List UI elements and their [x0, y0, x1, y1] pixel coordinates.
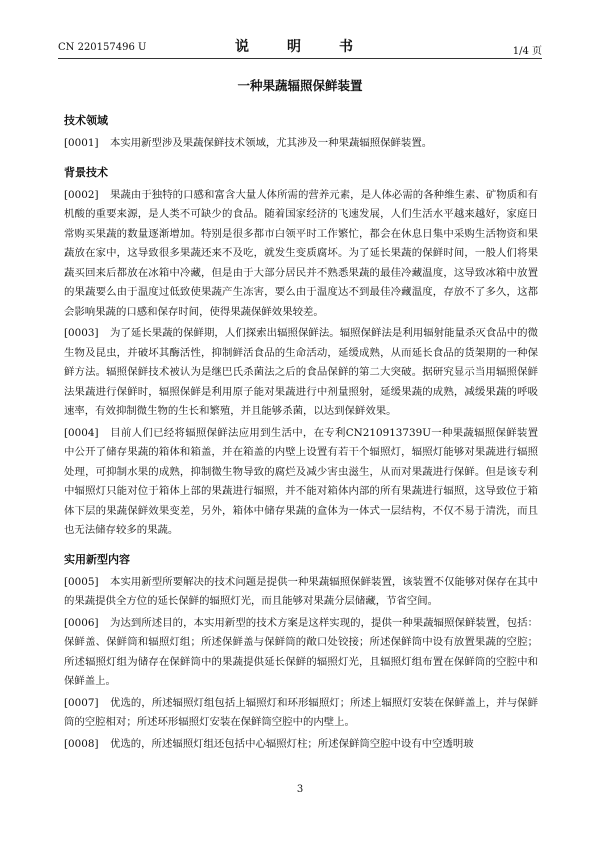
page-number: 3	[296, 784, 304, 795]
paragraph-text: 本实用新型所要解决的技术问题是提供一种果蔬辐照保鲜装置，该装置不仅能够对保存在其中的果蔬提供全方位的延长保鲜的辐照灯光，而且能够对果蔬分层储藏，节省空间。	[64, 575, 538, 607]
paragraph-number: [0004]	[64, 426, 99, 439]
paragraph	[64, 186, 538, 323]
paragraph-text: 优选的，所述辐照灯组还包括中心辐照灯柱；所述保鲜筒空腔中设有中空透明玻	[110, 737, 474, 750]
document-title: 一种果蔬辐照保鲜装置	[237, 78, 363, 93]
paragraph-text: 果蔬由于独特的口感和富含大量人体所需的营养元素，是人体必需的各种维生素、矿物质和有机酸的重要来源，是人类不可缺少的食品。随着国家经济的飞速发展，人们生活水平越来越好，家庭日常购买果蔬的数量逐渐增加。特别是很多都市白领平时工作繁忙，都会在休息日集中采购生活物资和果蔬放在家中，这导致很多果蔬还来不及吃，就发生变质腐坏。为了延长果蔬的保鲜时间，一般人们将果蔬买回来后都放在冰箱中冷藏，但是由于大部分居民并不熟悉果蔬的最佳冷藏温度，这导致冰箱中放置的果蔬要么由于温度过低致使果蔬产生冻害，要么由于温度达不到最佳冷藏温度，存放不了多久，这都会影响果蔬的口感和保存时间，使得果蔬保鲜效果较差。	[64, 188, 538, 318]
page-indicator: 1/4 页	[512, 46, 542, 57]
document-type: 说 明 书	[235, 39, 365, 55]
page-header	[58, 36, 542, 56]
paragraph-number: [0001]	[64, 137, 99, 149]
paragraph-text: 优选的，所述辐照灯组包括上辐照灯和环形辐照灯；所述上辐照灯安装在保鲜盖上，并与保鲜筒的空腔相对；所述环形辐照灯安装在保鲜筒空腔中的内壁上。	[64, 696, 538, 728]
paragraph-number: [0006]	[64, 616, 99, 629]
paragraph-text: 本实用新型涉及果蔬保鲜技术领域，尤其涉及一种果蔬辐照保鲜装置。	[110, 137, 433, 149]
paragraph	[64, 614, 538, 692]
document-body	[64, 112, 538, 756]
header-divider	[58, 58, 542, 59]
paragraph-number: [0005]	[64, 575, 99, 588]
section-heading: 背景技术	[64, 165, 108, 179]
section-heading: 实用新型内容	[64, 552, 130, 566]
paragraph	[64, 424, 538, 541]
paragraph-number: [0008]	[64, 737, 99, 750]
paragraph-text: 为达到所述目的，本实用新型的技术方案是这样实现的，提供一种果蔬辐照保鲜装置，包括：保鲜盖、保鲜筒和辐照灯组；所述保鲜盖与保鲜筒的敞口处铰接；所述保鲜筒中设有放置果蔬的空腔；所述辐照灯组为储存在保鲜筒中的果蔬提供延长保鲜的辐照灯光，且辐照灯组布置在保鲜筒的空腔中和保鲜盖上。	[64, 616, 538, 687]
paragraph-text: 目前人们已经将辐照保鲜法应用到生活中，在专利CN210913739U一种果蔬辐照保鲜装置中公开了储存果蔬的箱体和箱盖，并在箱盖的内壁上设置有若干个辐照灯，辐照灯能够对果蔬进行辐照处理，可抑制水果的成熟，抑制微生物导致的腐烂及减少害虫滋生，从而对果蔬进行保鲜。但是该专利中辐照灯只能对位于箱体上部的果蔬进行辐照，并不能对箱体内部的所有果蔬进行辐照，这导致位于箱体下层的果蔬保鲜效果变差，另外，箱体中储存果蔬的盒体为一体式一层结构，不仅不易于清洗，而且也无法储存较多的果蔬。	[64, 426, 538, 536]
paragraph	[64, 694, 538, 733]
paragraph	[64, 324, 538, 422]
paragraph	[64, 573, 538, 612]
paragraph-number: [0003]	[64, 327, 99, 339]
paragraph-number: [0007]	[64, 696, 99, 709]
section-heading: 技术领域	[64, 114, 108, 127]
paragraph-text: 为了延长果蔬的保鲜期，人们探索出辐照保鲜法。辐照保鲜法是利用辐射能量杀灭食品中的微生物及昆虫，并破坏其酶活性，抑制鲜活食品的生命活动，延缓成熟，从而延长食品的货架期的一种保鲜方法。辐照保鲜技术被认为是继巴氏杀菌法之后的食品保鲜的第二大突破。据研究显示当用辐照保鲜法果蔬进行保鲜时，辐照保鲜是利用原子能对果蔬进行中剂量照射，延缓果蔬的成熟，减缓果蔬的呼吸速率，有效抑制微生物的生长和繁殖，并且能够杀菌，以达到保鲜效果。	[64, 327, 538, 417]
paragraph	[64, 735, 538, 755]
paragraph	[64, 134, 538, 154]
paragraph-number: [0002]	[64, 188, 99, 201]
publication-number: CN 220157496 U	[58, 42, 147, 53]
